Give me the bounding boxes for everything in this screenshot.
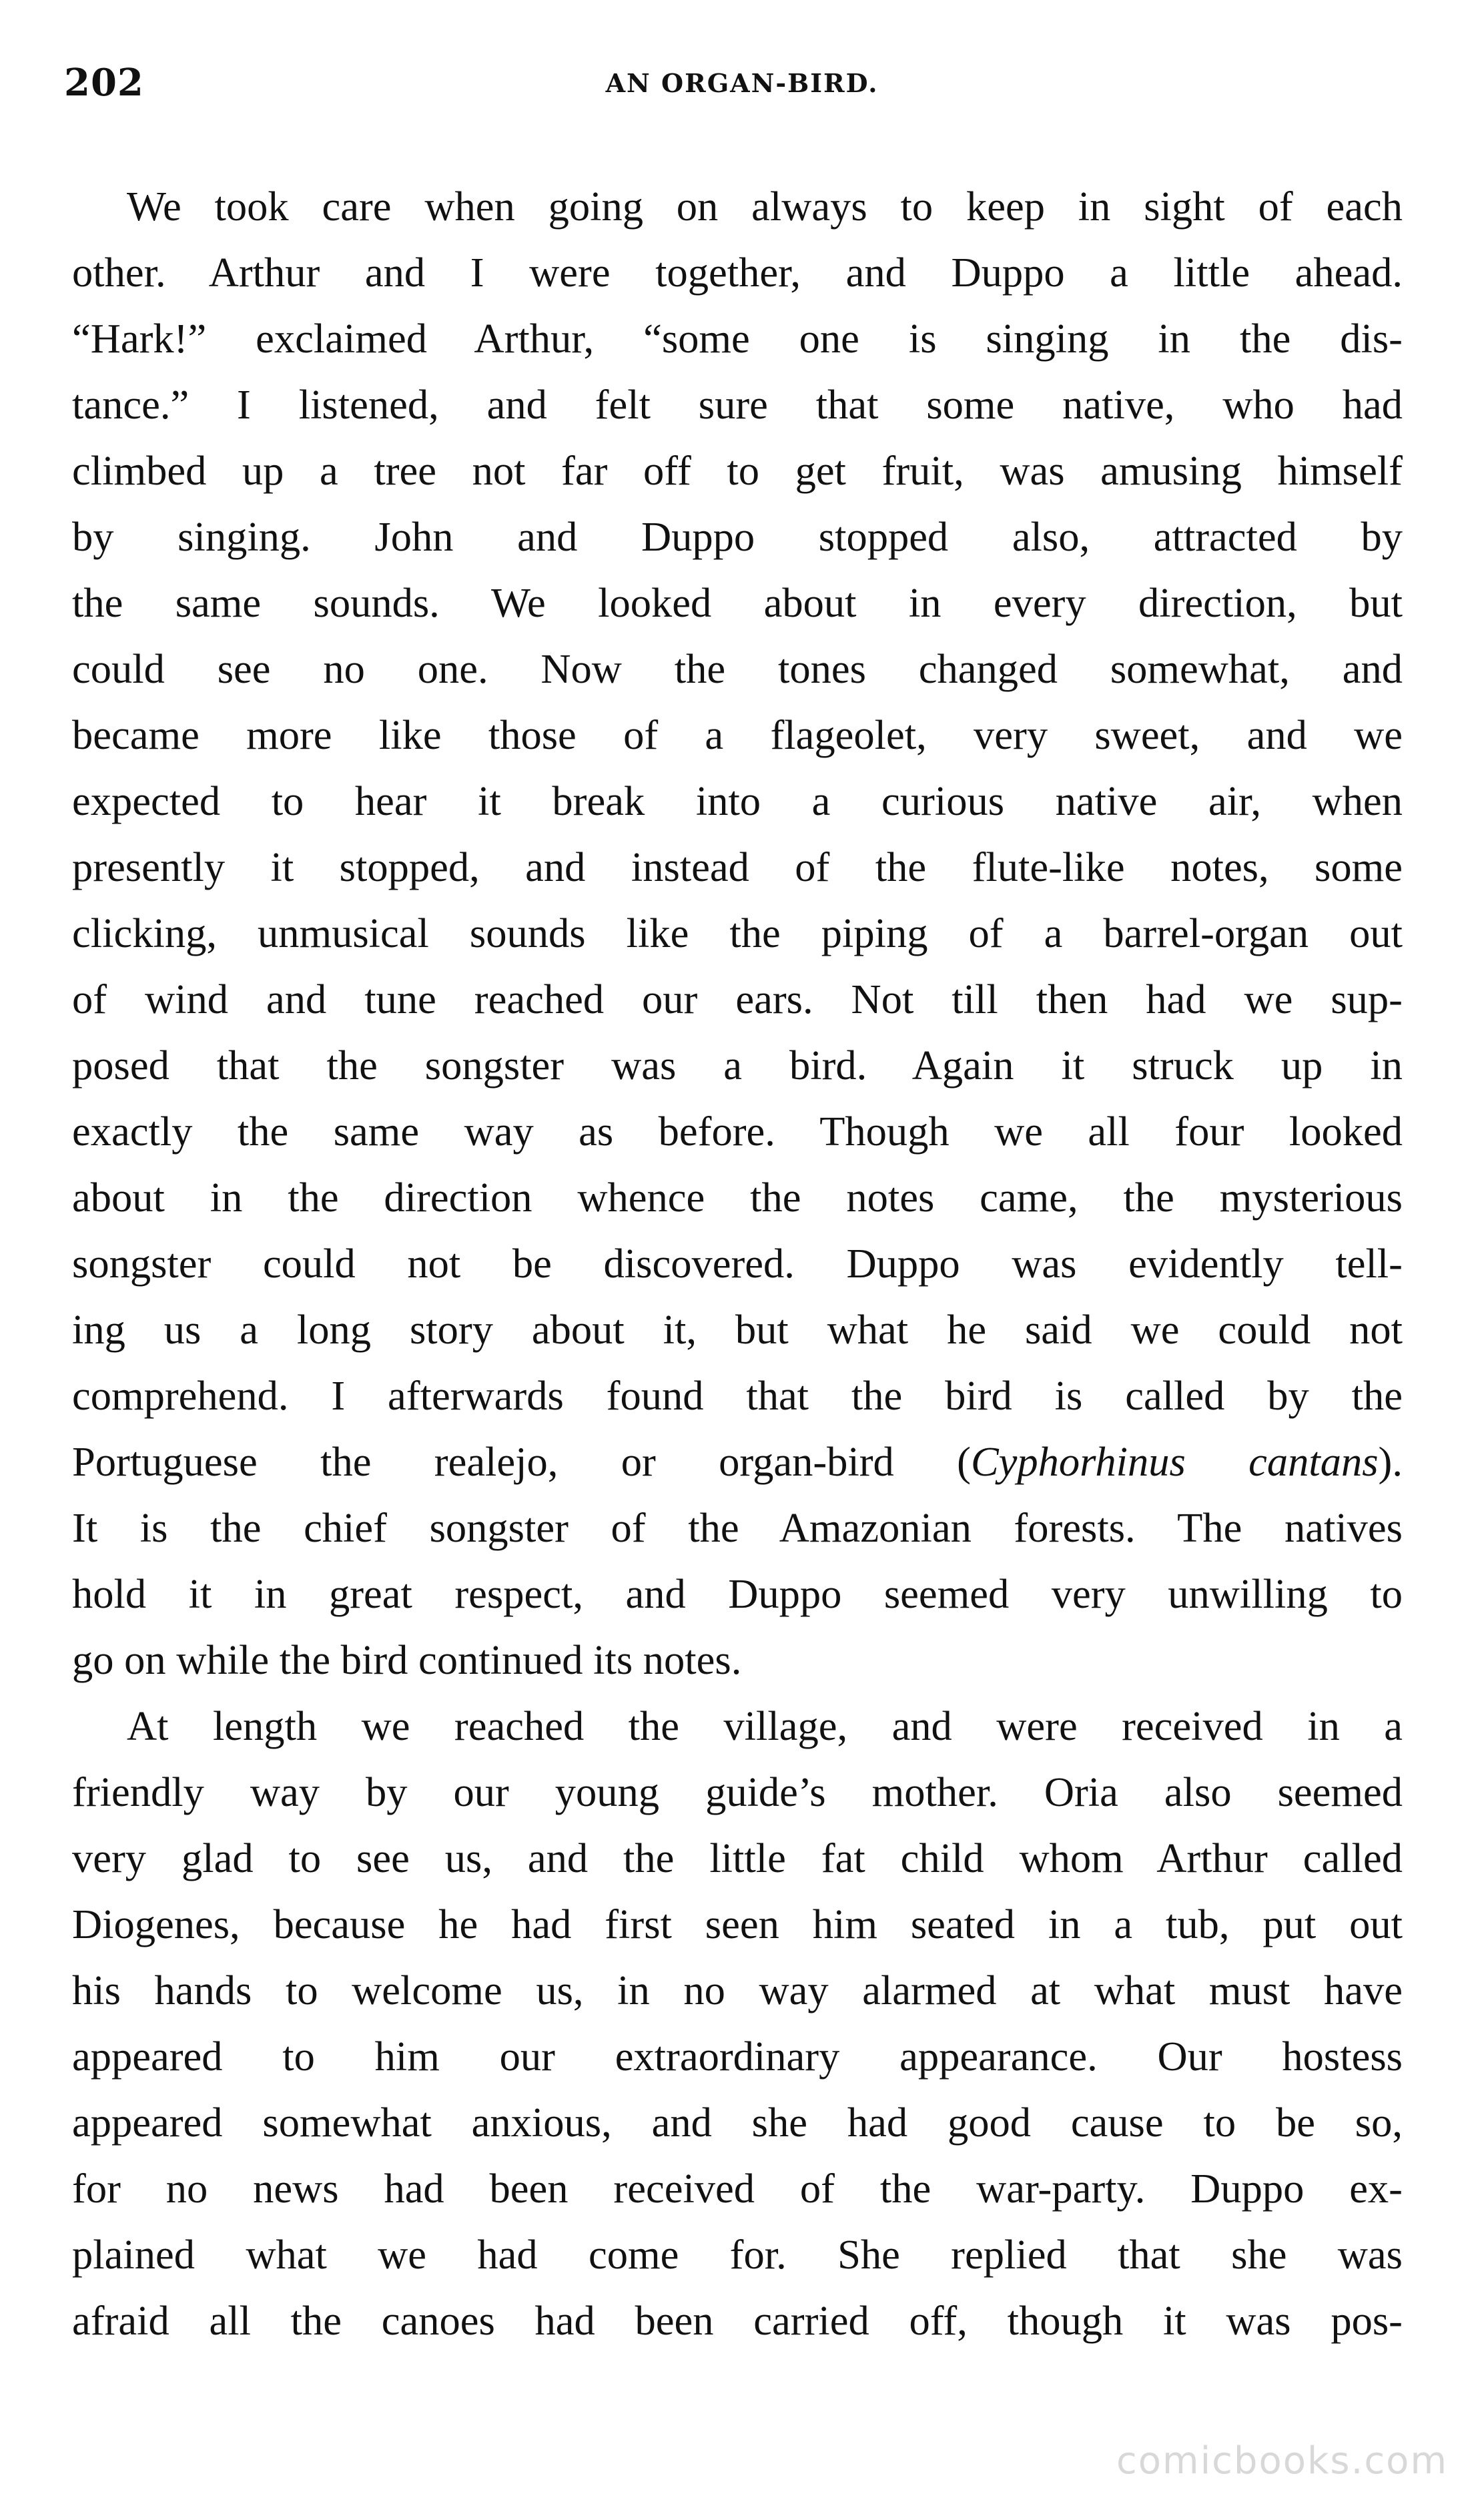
text-line: It is the chief songster of the Amazonian forests. The natives bbox=[72, 1504, 1403, 1551]
text-line: go on while the bird continued its notes. bbox=[72, 1636, 742, 1683]
text-line: for no news had been received of the war-party. Duppo ex- bbox=[72, 2165, 1403, 2212]
text-line: hold it in great respect, and Duppo seemed very unwilling to bbox=[72, 1570, 1403, 1617]
text-line: expected to hear it break into a curious native air, when bbox=[72, 777, 1403, 824]
text-line: friendly way by our young guide’s mother. Oria also seemed bbox=[72, 1769, 1403, 1815]
body-text bbox=[72, 174, 1403, 2354]
text-line: of wind and tune reached our ears. Not till then had we sup- bbox=[72, 976, 1403, 1022]
text-line: about in the direction whence the notes came, the mysterious bbox=[72, 1174, 1403, 1221]
page-number: 202 bbox=[64, 61, 144, 105]
text-line: the same sounds. We looked about in every direction, but bbox=[72, 579, 1403, 626]
latin-species-name: Cyphorhinus cantans bbox=[970, 1438, 1379, 1485]
paragraph-2 bbox=[72, 1693, 1403, 2354]
watermark: comicbooks.com bbox=[1116, 2439, 1448, 2483]
text-segment: Portuguese the realejo, or organ-bird ( bbox=[72, 1438, 971, 1485]
text-line: tance.” I listened, and felt sure that some native, who had bbox=[72, 381, 1403, 428]
text-line: comprehend. I afterwards found that the bird is called by the bbox=[72, 1372, 1403, 1419]
text-line: posed that the songster was a bird. Again it struck up in bbox=[72, 1042, 1403, 1088]
text-line: became more like those of a flageolet, very sweet, and we bbox=[72, 711, 1403, 758]
text-line: ing us a long story about it, but what he said we could not bbox=[72, 1306, 1403, 1353]
text-line: exactly the same way as before. Though we all four looked bbox=[72, 1108, 1403, 1155]
text-line: plained what we had come for. She replied that she was bbox=[72, 2231, 1403, 2278]
running-head: AN ORGAN-BIRD. bbox=[605, 68, 879, 98]
text-segment: ). bbox=[1378, 1438, 1403, 1485]
text-line: presently it stopped, and instead of the flute-like notes, some bbox=[72, 844, 1403, 890]
text-line: appeared somewhat anxious, and she had good cause to be so, bbox=[72, 2099, 1403, 2146]
text-line: appeared to him our extraordinary appearance. Our hostess bbox=[72, 2033, 1403, 2080]
text-line: could see no one. Now the tones changed somewhat, and bbox=[72, 645, 1403, 692]
text-line: by singing. John and Duppo stopped also, attracted by bbox=[72, 513, 1403, 560]
text-line: Diogenes, because he had first seen him seated in a tub, put out bbox=[72, 1901, 1403, 1947]
text-line-with-latin-name bbox=[72, 1429, 1403, 1495]
text-line: other. Arthur and I were together, and Duppo a little ahead. bbox=[72, 249, 1403, 296]
page-header bbox=[64, 61, 1420, 117]
text-line: his hands to welcome us, in no way alarmed at what must have bbox=[72, 1967, 1403, 2013]
text-line: “Hark!” exclaimed Arthur, “some one is singing in the dis- bbox=[72, 315, 1403, 362]
text-line: We took care when going on always to keep in sight of each bbox=[127, 183, 1403, 230]
text-line: climbed up a tree not far off to get fruit, was amusing himself bbox=[72, 447, 1403, 494]
text-line: At length we reached the village, and were received in a bbox=[127, 1702, 1403, 1749]
text-line: songster could not be discovered. Duppo was evidently tell- bbox=[72, 1240, 1403, 1287]
text-line: afraid all the canoes had been carried off, though it was pos- bbox=[72, 2297, 1403, 2344]
paragraph-1 bbox=[72, 174, 1403, 1693]
text-line: very glad to see us, and the little fat child whom Arthur called bbox=[72, 1835, 1403, 1881]
text-line: clicking, unmusical sounds like the piping of a barrel-organ out bbox=[72, 910, 1403, 956]
